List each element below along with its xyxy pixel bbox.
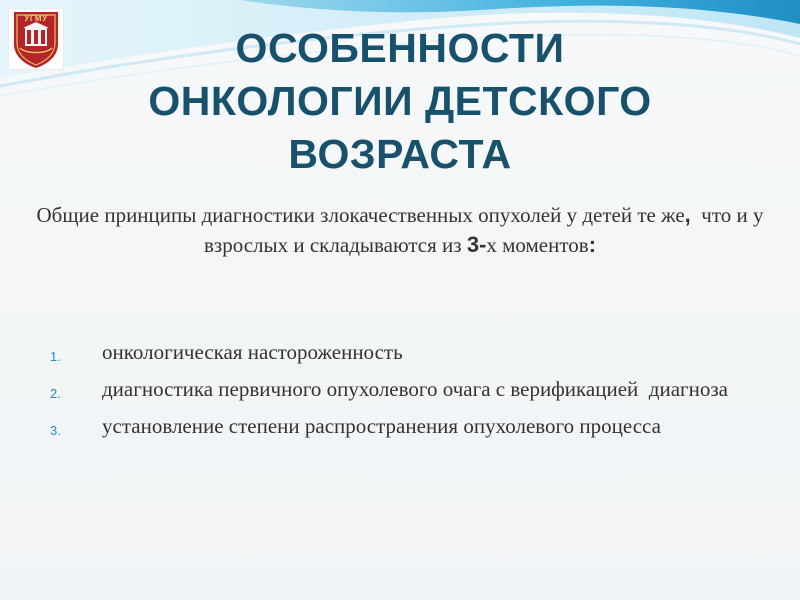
title-line-1: ОСОБЕННОСТИ: [235, 25, 565, 71]
intro-comma: ,: [684, 202, 691, 227]
list-item-number: 3.: [50, 423, 61, 438]
list-item-number: 2.: [50, 386, 61, 401]
title-line-2: ОНКОЛОГИИ ДЕТСКОГО: [148, 78, 652, 124]
list-item-text: диагностика первичного опухолевого очага с верификацией диагноза: [102, 377, 728, 401]
intro-number: 3-: [466, 232, 487, 257]
intro-paragraph: [30, 200, 770, 260]
list-item: [50, 412, 750, 441]
list-item: [50, 375, 750, 404]
list-item: [50, 338, 750, 367]
logo-label: УГМУ: [24, 14, 48, 23]
list-item-text: онкологическая настороженность: [102, 340, 403, 364]
title-line-3: ВОЗРАСТА: [288, 131, 512, 177]
numbered-list: [50, 338, 750, 449]
list-item-text: установление степени распространения опухолевого процесса: [102, 414, 661, 438]
intro-colon: :: [588, 232, 597, 257]
intro-text-part3: х моментов: [486, 233, 589, 257]
slide-title: [60, 22, 740, 181]
intro-text-part2: что и у взрослых и складываются из: [203, 203, 769, 257]
intro-text-part1: Общие принципы диагностики злокачественных опухолей у детей те же: [36, 203, 685, 227]
list-item-number: 1.: [50, 349, 61, 364]
